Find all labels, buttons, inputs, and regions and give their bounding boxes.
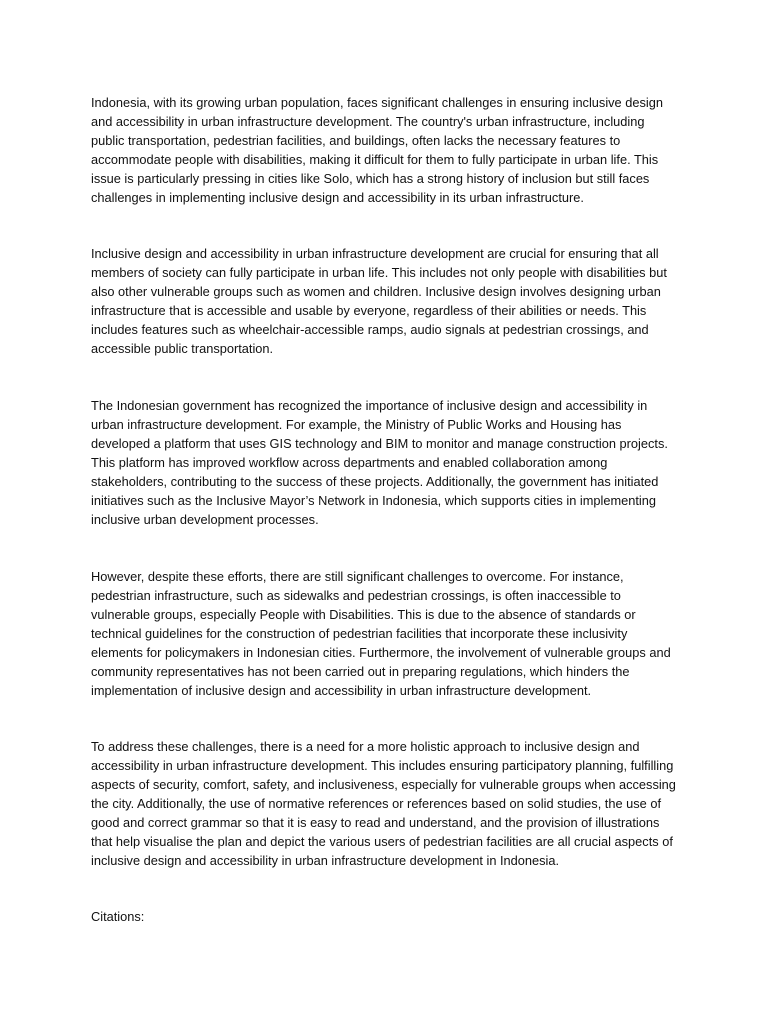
citations-heading: Citations:	[91, 909, 145, 924]
paragraph-4: However, despite these efforts, there are still significant challenges to overcome. For instance, pedestrian infrastructure, such as sidewalks and pedestrian crossings, is often inaccessible to vulnerable groups, especially People with Disabilities. This is due to the absence of standards or technical guidelines for the construction of pedestrian facilities that incorporate these inclusivity elements for policymakers in Indonesian cities. Furthermore, the involvement of vulnerable groups and community representatives has not been carried out in preparing regulations, which hinders the implementation of inclusive design and accessibility in urban infrastructure development.	[91, 569, 671, 698]
paragraph-1: Indonesia, with its growing urban population, faces significant challenges in ensuring inclusive design and accessibility in urban infrastructure development. The country's urban infrastructure, including public transportation, pedestrian facilities, and buildings, often lacks the necessary features to accommodate people with disabilities, making it difficult for them to fully participate in urban life. This issue is particularly pressing in cities like Solo, which has a strong history of inclusion but still faces challenges in implementing inclusive design and accessibility in its urban infrastructure.	[91, 95, 663, 205]
paragraph-3: The Indonesian government has recognized the importance of inclusive design and accessibility in urban infrastructure development. For example, the Ministry of Public Works and Housing has developed a platform that uses GIS technology and BIM to monitor and manage construction projects. This platform has improved workflow across departments and enabled collaboration among stakeholders, contributing to the success of these projects. Additionally, the government has initiated initiatives such as the Inclusive Mayor’s Network in Indonesia, which supports cities in implementing inclusive urban development processes.	[91, 398, 668, 527]
paragraph-2: Inclusive design and accessibility in urban infrastructure development are crucial for ensuring that all members of society can fully participate in urban life. This includes not only people with disabilities but also other vulnerable groups such as women and children. Inclusive design involves designing urban infrastructure that is accessible and usable by everyone, regardless of their abilities or needs. This includes features such as wheelchair-accessible ramps, audio signals at pedestrian crossings, and accessible public transportation.	[91, 246, 667, 356]
paragraph-5: To address these challenges, there is a need for a more holistic approach to inclusive design and accessibility in urban infrastructure development. This includes ensuring participatory planning, fulfilling aspects of security, comfort, safety, and inclusiveness, especially for vulnerable groups when accessing the city. Additionally, the use of normative references or references based on solid studies, the use of good and correct grammar so that it is easy to read and understand, and the provision of illustrations that help visualise the plan and depict the various users of pedestrian facilities are all crucial aspects of inclusive design and accessibility in urban infrastructure development in Indonesia.	[91, 739, 676, 868]
